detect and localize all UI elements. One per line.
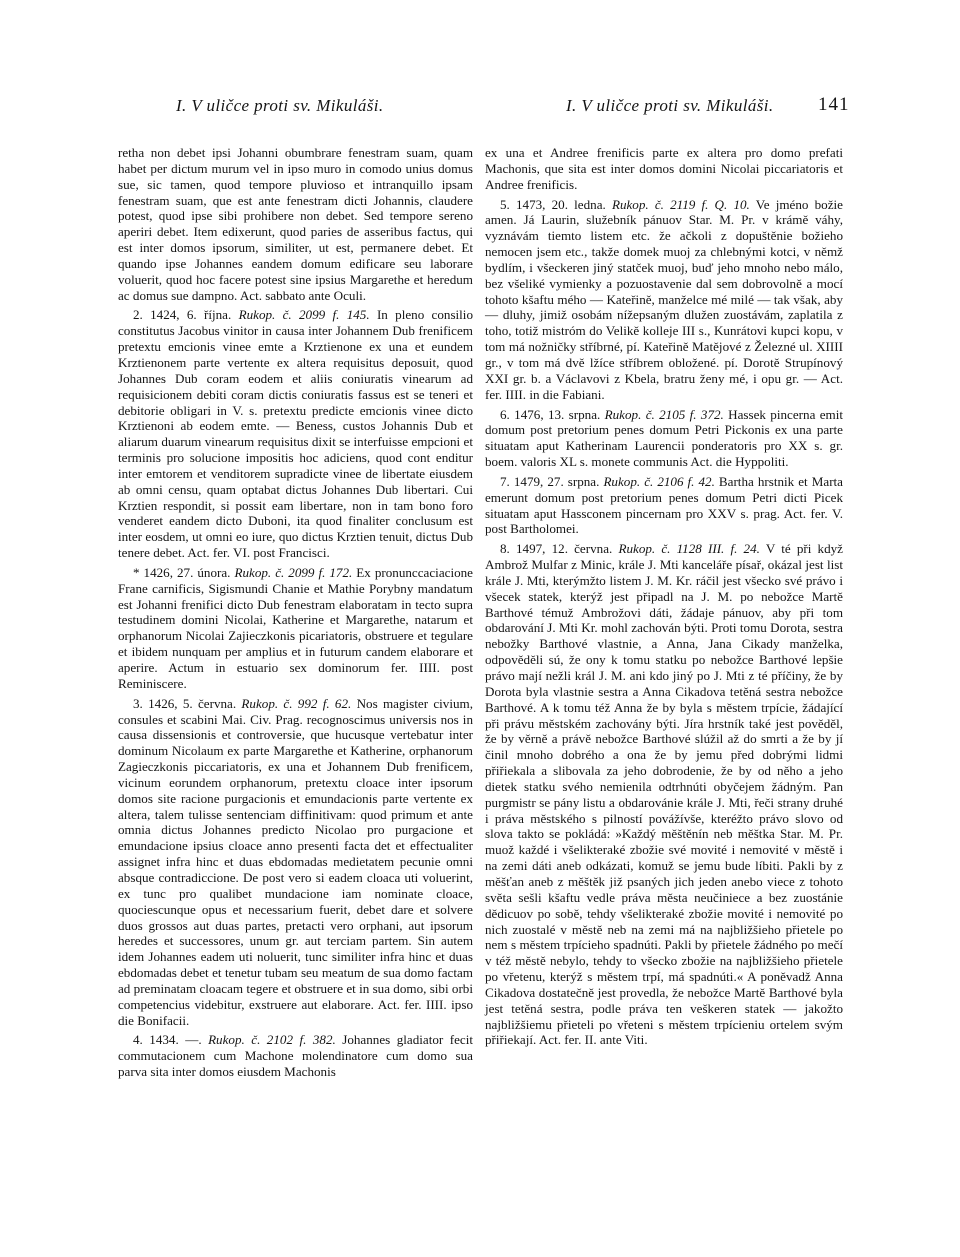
continuation-paragraph: ex una et Andree frenificis parte ex altera pro domo prefati Machonis, que sita est inter domos domini Nicolai piccariatoris et Andree frenificis. bbox=[485, 145, 843, 192]
manuscript-reference: Rukop. č. 2099 f. 145. bbox=[238, 307, 370, 323]
entry-heading: 7. 1479, 27. srpna. bbox=[500, 473, 600, 489]
entry-4 bbox=[118, 1032, 473, 1080]
manuscript-reference: Rukop. č. 992 f. 62. bbox=[241, 695, 352, 711]
entry-2-supplement bbox=[118, 565, 473, 692]
right-column bbox=[485, 145, 843, 1052]
entry-heading: 4. 1434. —. bbox=[133, 1032, 202, 1048]
entry-text: Ex pronunccaciacione Frane carnificis, Sigismundi Chanie et Mathie Porybny mandatum est Johanni frenifici dicto Dub fenestram elaboratam in tecto supra testudinem domini Nicolai, Katherine et Margarethe, natarum et orphanorum Nicolai Zajieczkonis picariatoris, obstruere et tegulare et ibidem nunquam per amplius et in futurum candem elaborare et aperire. Actum in estuario sex dominorum fer. IIII. post Reminiscere. bbox=[118, 564, 473, 691]
manuscript-reference: Rukop. č. 2119 f. Q. 10. bbox=[611, 196, 750, 212]
manuscript-reference: Rukop. č. 2106 f. 42. bbox=[603, 473, 715, 489]
entry-2 bbox=[118, 307, 473, 561]
entry-heading: 6. 1476, 13. srpna. bbox=[500, 406, 601, 422]
manuscript-reference: Rukop. č. 1128 III. f. 24. bbox=[618, 541, 760, 557]
header-title-left: I. V uličce proti sv. Mikuláši. bbox=[176, 96, 384, 115]
manuscript-reference: Rukop. č. 2099 f. 172. bbox=[234, 564, 353, 580]
entry-text: In pleno consilio constitutus Jacobus vinitor in causa inter Johannem Dub frenificem pretextu emcionis vinee emte a Krztienone ex una et eundem Krztienonem parte vertente ex altera requisitus deposuit, quod Johannes Dub coram eodem et aliis coniuratis vinearum ad requisicionem debiti coram dictis coniuratis fassus est se teneri et debitorie obligari in V. s. pretextu predicte emcionis vinee dicto Krztienoni ab eodem emte. — Beness, custos Johannis Dub et aliarum duarum vinearum requisitus dixit se interfuisse empcioni et terminis pro solucione impositis hoc adiciens, quod cont enditur inter emtorem et venditorem supradicte vinee de libertate eiusdem ab omni censu, quam optabat dictus Johannes Dub libertari. Cui Krztien respondit, si possit eam libertare, non in tam bono foro venderet eandem dicto Duboni, ita quod finaliter conclusum est inter eosdem, ut omni eo iure, quo dictus Krztien tenuit, dictus Dub tenere debet. Act. fer. VI. post Francisci. bbox=[118, 307, 473, 561]
entry-5 bbox=[485, 197, 843, 403]
entry-text: Nos magister civium, consules et scabini Mai. Civ. Prag. recognoscimus universis nos in causa dissensionis et controversie, que hucusque vertebatur inter dominum Nicolaum ex parte Margarethe et Katherine, orphanorum Zagieczkonis piccariatoris, ex una et Johannem Dub frenificem, vicinum eorundem orphanorum, pretextu cloace inter ipsorum domos site racione purgacionis et emundacionis parte vertente ex altera, talem tulisse sentenciam diffinitivam: quod primum et ante omnia dictus Johannes predicto Nicolao pro purgacione et emundacione ipsius cloace anno presenti facta det et effectualiter assignet infra hinc et duas ebdomadas medietatem pecunie omni absque contradiccione. De post vero si eadem cloaca uti voluerint, ex tunc pro qualibet mundacione iam nominate cloace, quociescunque opus et necessarium fuerit, debet dare et solvere duos grossos aut duas partes, pretacti vero orphani, aut ipsorum heredes et successores, unum gr. aut terciam partem. Sin autem idem Johannes eadem uti noluerit, tunc similiter infra hinc et duas ebdomadas debet et tenetur tubam seu meatum de sua domo factam ad preminatam cloacam tegere et obstruere et in sua domo, sibi orbi competencius videbitur, exstruere aut elaborare. Act. fer. IIII. ipso die Bonifacii. bbox=[118, 695, 473, 1028]
entry-heading: 3. 1426, 5. června. bbox=[133, 695, 237, 711]
header-title-right: I. V uličce proti sv. Mikuláši. bbox=[566, 96, 774, 115]
page-number: 141 bbox=[818, 94, 850, 115]
entry-text: Ve jméno božie amen. Já Laurin, služebník pánuov Star. M. Pr. v krámě váhy, vyznávám tiemto listem etc. že ačkoli z dopuštěnie božieho nemocen jsem etc., takže domek muoj za chlebnými kotci, v němž bydlím, i všeckeren jiný statček muoj, buď jeho mnoho nebo málo, bez všeliké vymienky a pozuostavenie dal sem dobrovolně a mocí tohoto kšaftu mého — Kateřině, manželce mé milé — tak však, aby — dluhy, jimiž osobám nížepsaným dlužen zuostávám, zaplatila z toho, totiž mistróm do Velikě kolleje III s., Kunrátovi kupci kopu, v tom má nožničky stříbrné, pí. Kateřině Matějové z Železné ul. XIIII gr., v tom má dvě lžíce stříbrem obložené. pí. Dorotě Strupínový XXI gr. b. a Václavovi z Kbela, bratru ženy mé, i opu gr. — Act. fer. IIII. in die Fabiani. bbox=[485, 196, 843, 402]
entry-7 bbox=[485, 474, 843, 537]
entry-text: V té při když Ambrož Mulfar z Minic, krále J. Mti kanceláře písař, okázal jest list krále J. Mti, kterýmžto listem J. M. Kr. ráčil jest všecko své právo i všecek statek, kterýž jest připadl na J. M. po nebožce Martě Barthové témuž Ambrožovi dáti, žádaje pánuov, aby při tom obdarování J. Mti Kr. mohl zachován býti. Proti tomu Dorota, sestra nebožky Barthové vlastnie, a Anna, Jana Cikady manželka, odpověděli sú, že ony k tomu statku po nebožce Barthové lepšie právo mají nežli král J. M. ani kdo jiný po J. Mti z té příčiny, že by Dorota byla vlastnie sestra a Anna Cikadova tetěná sestra nebožce Barthové. A k tomu též Anna že by byla s městem trpície, žádající při právu městském zachovány býti. Jíra hrstník také jest pověděl, že by věrně a právě nebožce Barthové slúžil až do smrti a že by jí činil mnoho dobrého a ona že by jemu před dobrými lidmi přiřiekala a slibovala za jeho dobrodenie, že by od něho a jeho dietek statku svého nemienila odtrhnúti obyčejem žádným. Pan purgmistr se pány listu a obdarovánie krále J. Mti, řeči strany druhé i práva městského s pilností povážívše, kteréžto právo slovo od slova takto se pokládá: »Každý měštěnín neb měštka Star. M. Pr. muož každé i všelikteraké zbožie své movité i nemovité v městě i na zemi dáti aneb odkázati, komuž se jemu bude líbiti. Pakli by z měšťan aneb z měštěk již psaných jich jeden anebo viece z tohoto světa sešli kšaftu vedle práva města neučiniece a bez zuostánie dědicuov po sobě, tehdy všelikteraké zbožie movité i nemovité po nich zuostalé v městě neb na zemi má na najbližšieho přietele po nem s městem trpícieho spadnúti. Pakli by přietele žádného po mečí v též městě nebylo, tehdy to všecko zbožie na najbližšieho přietele po vřetenu, kterýž s městem trpí, má spadnúti.« A poněvadž Anna Cikadova dostatečně jest provedla, že nebožce Martě Barthové byla jest tetěná sestra, podle práva ten veškeren statek — jakožto najbližšiemu přieteli po vřeteni s městem trpícieniu ortelem svým přiřiekají. Act. fer. II. ante Viti. bbox=[485, 541, 843, 1048]
left-column bbox=[118, 145, 473, 1084]
entry-text: Bartha hrstnik et Marta emerunt domum post pretorium penes domum Petri dicti Picek situatam aput Hassconem pincernam pro XXV s. prag. Act. fer. V. post Bartholomei. bbox=[485, 473, 843, 537]
entry-6 bbox=[485, 407, 843, 470]
entry-heading: 5. 1473, 20. ledna. bbox=[500, 196, 606, 212]
running-header bbox=[0, 96, 960, 126]
entry-text: Johannes gladiator fecit commutacionem cum Machone molendinatore cum domo sua parva sita inter domos eiusdem Machonis bbox=[118, 1032, 473, 1080]
entry-text: Hassek pincerna emit domum post pretorium penes domum Petri Pickonis ex una parte situatam aput Katherinam Laurencii ponderatoris pro XX s. gr. boem. valoris XL s. monete communis Act. die Hyppoliti. bbox=[485, 406, 843, 470]
entry-heading: * 1426, 27. února. bbox=[133, 564, 231, 580]
entry-8 bbox=[485, 541, 843, 1048]
entry-heading: 2. 1424, 6. října. bbox=[133, 307, 232, 323]
entry-3 bbox=[118, 696, 473, 1029]
entry-heading: 8. 1497, 12. června. bbox=[500, 541, 613, 557]
continuation-paragraph: retha non debet ipsi Johanni obumbrare fenestram suam, quam habet per dictum murum vel in ipso muro in comodo unius domus sue, sic tamen, quod tempore pluvioso et intranquillo ipsam fenestram suam, que est ante fenestram dicti Johannis, claudere potest, quod ipse sibi prohibere non debet. Sed tempore sereno aperiri debet. Item edixerunt, quod paries de asseribus factus, qui est inter domos ipsorum, similiter, ut est, permanere debet. Et quando ipse Johannes eandem domum edificare seu laborare voluerit, quod hoc facere potest sine ipsius Margarethe et heredum ac domus sue dampno. Act. sabbato ante Oculi. bbox=[118, 145, 473, 303]
manuscript-reference: Rukop. č. 2102 f. 382. bbox=[208, 1032, 336, 1048]
manuscript-reference: Rukop. č. 2105 f. 372. bbox=[604, 406, 724, 422]
